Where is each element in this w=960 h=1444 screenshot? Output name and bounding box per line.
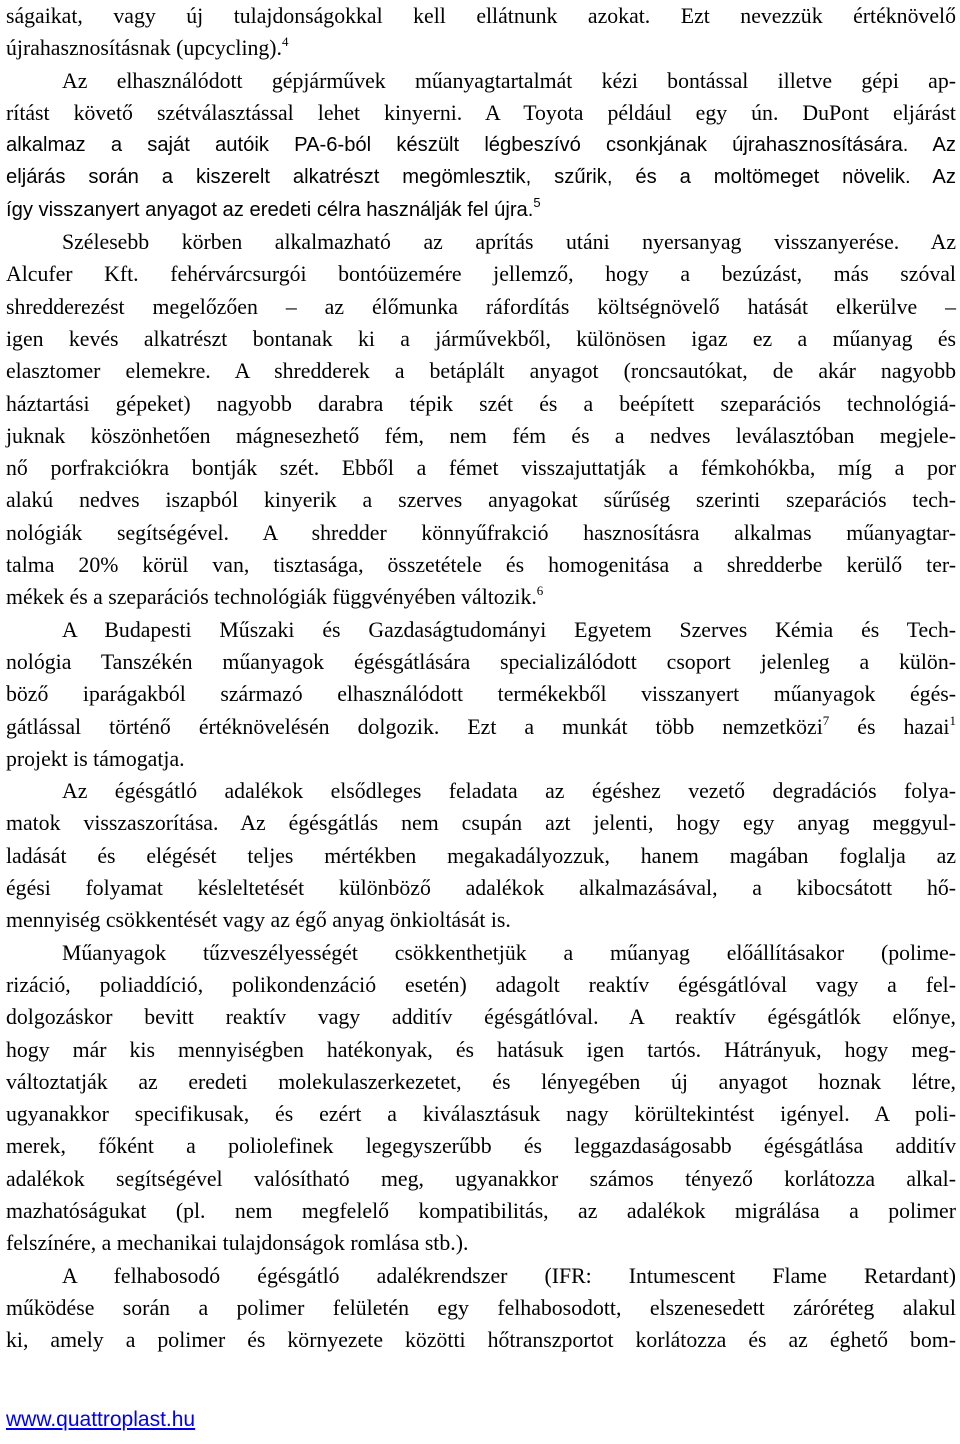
line-text: rizáció, poliaddíció, polikondenzáció esetén) adagolt reaktív égésgátlóval vagy a fel- bbox=[6, 972, 956, 997]
line-text: felszínére, a mechanikai tulajdonságok romlása stb.). bbox=[6, 1231, 469, 1256]
footnote-ref: 1 bbox=[949, 712, 956, 728]
text-line bbox=[6, 65, 956, 97]
text-line bbox=[6, 872, 956, 904]
line-text: eljárás során a kiszerelt alkatrészt megömlesztik, szűrik, és a moltömeget növelik. Az bbox=[6, 166, 956, 189]
text-line bbox=[6, 161, 956, 193]
footnote-ref: 5 bbox=[533, 194, 541, 210]
line-text: így visszanyert anyagot az eredeti célra használják fel újra. bbox=[6, 198, 534, 221]
text-line bbox=[6, 678, 956, 710]
line-text: mennyiség csökkentését vagy az égő anyag önkioltását is. bbox=[6, 908, 511, 933]
text-line bbox=[6, 549, 956, 581]
line-text: mazhatóságukat (pl. nem megfelelő kompatibilitás, az adalékok migrálása a polimer bbox=[6, 1198, 956, 1223]
line-text: nológiák segítségével. A shredder könnyűfrakció hasznosításra alkalmas műanyagtar- bbox=[6, 520, 956, 545]
line-text: juknak köszönhetően mágnesezhető fém, nem fém és a nedves leválasztóban megjele- bbox=[6, 423, 956, 448]
line-text: háztartási gépeket) nagyobb darabra tépik szét és a beépített szeparációs technológiá- bbox=[6, 391, 956, 416]
footnote-ref: 4 bbox=[282, 34, 289, 50]
line-text: igen kevés alkatrészt bontanak ki a járművekből, különösen igaz ez a műanyag és bbox=[6, 326, 956, 351]
line-text: rítást követő szétválasztással lehet kinyerni. A Toyota például egy ún. DuPont eljárást bbox=[6, 100, 956, 125]
text-line bbox=[6, 1324, 956, 1356]
text-line bbox=[6, 1227, 956, 1259]
line-text: talma 20% körül van, tisztasága, összetétele és homogenitása a shredderbe kerülő ter- bbox=[6, 553, 956, 578]
text-line bbox=[6, 323, 956, 355]
line-text: matok visszaszorítása. Az égésgátlás nem csupán azt jelenti, hogy egy anyag meggyul- bbox=[6, 811, 956, 836]
line-text: dolgozáskor bevitt reaktív vagy additív égésgátlóval. A reaktív égésgátlók előnye, bbox=[6, 1005, 956, 1030]
line-text: merek, főként a poliolefinek legegyszerűbb és leggazdaságosabb égésgátlása additív bbox=[6, 1134, 956, 1159]
text-line bbox=[6, 484, 956, 516]
line-text: ladását és elégését teljes mértékben megakadályozzuk, hanem magában foglalja az bbox=[6, 843, 956, 868]
text-line bbox=[6, 129, 956, 161]
text-line bbox=[6, 226, 956, 258]
line-text: mékek és a szeparációs technológiák függvényében változik. bbox=[6, 585, 537, 610]
line-text: Az égésgátló adalékok elsődleges feladata az égéshez vezető degradációs folya- bbox=[62, 779, 956, 804]
text-line bbox=[6, 97, 956, 129]
text-line bbox=[6, 840, 956, 872]
line-text: égési folyamat késleltetését különböző adalékok alkalmazásával, a kibocsátott hő- bbox=[6, 876, 956, 901]
line-text: shredderezést megelőzően – az élőmunka ráfordítás költségnövelő hatását elkerülve – bbox=[6, 294, 956, 319]
text-line bbox=[6, 1163, 956, 1195]
text-line bbox=[6, 1292, 956, 1324]
line-text: Az elhasználódott gépjárművek műanyagtartalmát kézi bontással illetve gépi ap- bbox=[62, 68, 956, 93]
text-line bbox=[6, 807, 956, 839]
text-line bbox=[6, 1001, 956, 1033]
text-line bbox=[6, 614, 956, 646]
line-text: adalékok segítségével valósítható meg, ugyanakkor számos tényező korlátozza alkal- bbox=[6, 1166, 956, 1191]
text-line bbox=[6, 0, 956, 32]
footnote-ref: 6 bbox=[536, 583, 544, 599]
text-line bbox=[6, 1260, 956, 1292]
text-line bbox=[6, 420, 956, 452]
text-line bbox=[6, 194, 956, 226]
line-text: ságaikat, vagy új tulajdonságokkal kell ellátnunk azokat. Ezt nevezzük értéknövelő bbox=[6, 4, 956, 28]
line-text: újrahasznosításnak (upcycling). bbox=[6, 36, 283, 61]
line-text: működése során a polimer felületén egy felhabosodott, elszenesedett záróréteg alakul bbox=[6, 1295, 956, 1320]
footer-website-link[interactable]: www.quattroplast.hu bbox=[6, 1408, 196, 1431]
text-line bbox=[6, 258, 956, 290]
text-line bbox=[6, 969, 956, 1001]
line-text: Műanyagok tűzveszélyességét csökkenthetjük a műanyag előállításakor (polime- bbox=[62, 940, 956, 965]
footnote-ref: 7 bbox=[822, 712, 830, 728]
line-text: Szélesebb körben alkalmazható az aprítás utáni nyersanyag visszanyerése. Az bbox=[62, 230, 956, 255]
line-text: gátlással történő értéknövelésén dolgozik. Ezt a munkát több nemzetközi bbox=[6, 714, 823, 739]
line-text: A Budapesti Műszaki és Gazdaságtudományi Egyetem Szerves Kémia és Tech- bbox=[62, 617, 956, 642]
line-text: nő porfrakciókra bontják szét. Ebből a fémet visszajuttatják a fémkohókba, míg a por bbox=[6, 456, 956, 481]
text-line bbox=[6, 581, 956, 613]
line-text: ki, amely a polimer és környezete közötti hőtranszportot korlátozza és az éghető bom- bbox=[6, 1328, 956, 1353]
line-text: A felhabosodó égésgátló adalékrendszer (IFR: Intumescent Flame Retardant) bbox=[62, 1263, 956, 1288]
text-line bbox=[6, 355, 956, 387]
text-line bbox=[6, 937, 956, 969]
text-line bbox=[6, 743, 956, 775]
text-line bbox=[6, 388, 956, 420]
line-text-tail: és hazai bbox=[829, 714, 950, 739]
text-line bbox=[6, 904, 956, 936]
line-text: projekt is támogatja. bbox=[6, 746, 185, 771]
text-line bbox=[6, 1034, 956, 1066]
text-line bbox=[6, 517, 956, 549]
text-line bbox=[6, 291, 956, 323]
text-line bbox=[6, 1130, 956, 1162]
line-text: alkalmaz a saját autóik PA-6-ból készült légbeszívó csonkjának újrahasznosítására. Az bbox=[6, 134, 956, 157]
line-text: alakú nedves iszapból kinyerik a szerves anyagokat sűrűség szerinti szeparációs tech- bbox=[6, 488, 956, 513]
text-line bbox=[6, 646, 956, 678]
text-line bbox=[6, 1098, 956, 1130]
line-text: Alcufer Kft. fehérvárcsurgói bontóüzemére jellemző, hogy a bezúzást, más szóval bbox=[6, 262, 956, 287]
line-text: elasztomer elemekre. A shredderek a betáplált anyagot (roncsautókat, de akár nagyobb bbox=[6, 359, 956, 384]
text-line bbox=[6, 711, 956, 743]
text-line bbox=[6, 452, 956, 484]
text-line bbox=[6, 1066, 956, 1098]
line-text: nológia Tanszékén műanyagok égésgátlására specializálódott csoport jelenleg a külön- bbox=[6, 649, 956, 674]
line-text: ugyanakkor specifikusak, és ezért a kiválasztásuk nagy körültekintést igényel. A poli- bbox=[6, 1102, 956, 1127]
text-line bbox=[6, 32, 956, 64]
document-body bbox=[6, 0, 956, 1356]
line-text: böző iparágakból származó elhasználódott termékekből visszanyert műanyagok égés- bbox=[6, 682, 956, 707]
line-text: változtatják az eredeti molekulaszerkezetet, és lényegében új anyagot hoznak létre, bbox=[6, 1069, 956, 1094]
line-text: hogy már kis mennyiségben hatékonyak, és hatásuk igen tartós. Hátrányuk, hogy meg- bbox=[6, 1037, 956, 1062]
text-line bbox=[6, 1195, 956, 1227]
text-line bbox=[6, 775, 956, 807]
